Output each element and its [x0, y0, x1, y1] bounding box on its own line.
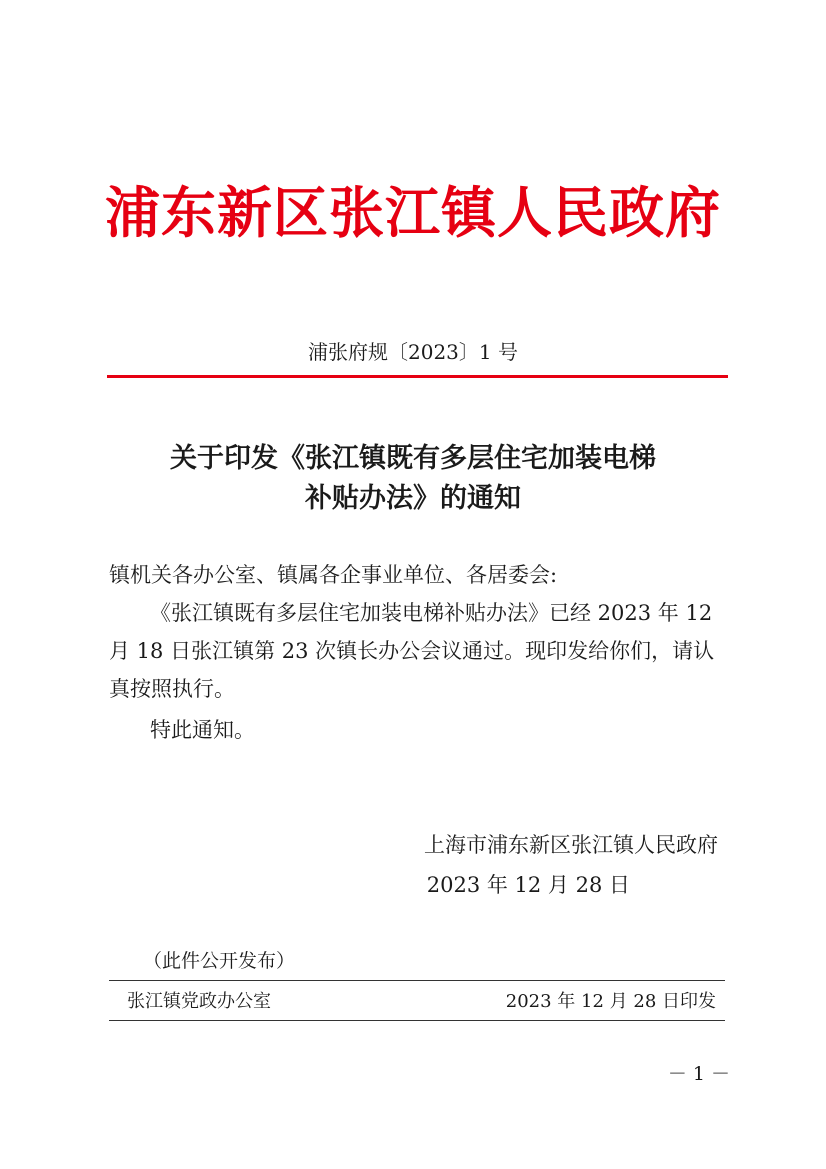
page-number: － 1 －: [667, 1063, 730, 1085]
signature-date: 2023 年 12 月 28 日: [426, 873, 630, 897]
document-number: 浦张府规〔2023〕1 号: [308, 340, 518, 364]
body-paragraph-line-2: 月 18 日张江镇第 23 次镇长办公会议通过。现印发给你们，请认: [109, 639, 715, 663]
closing-line: 特此通知。: [150, 718, 255, 742]
document-title-line-1: 关于印发《张江镇既有多层住宅加装电梯: [170, 443, 656, 474]
signature-organization: 上海市浦东新区张江镇人民政府: [424, 833, 718, 857]
footer-bottom-rule: [109, 1020, 725, 1021]
red-separator-line: [107, 375, 728, 378]
footer-issuing-office: 张江镇党政办公室: [127, 991, 271, 1012]
body-paragraph-line-3: 真按照执行。: [109, 677, 235, 701]
recipients-line: 镇机关各办公室、镇属各企事业单位、各居委会:: [109, 563, 558, 587]
issuing-authority-heading: 浦东新区张江镇人民政府: [104, 180, 721, 245]
publish-note: （此件公开发布）: [143, 950, 296, 972]
footer-print-date: 2023 年 12 月 28 日印发: [505, 991, 716, 1012]
body-paragraph-line-1: 《张江镇既有多层住宅加装电梯补贴办法》已经 2023 年 12: [150, 601, 713, 625]
document-title-line-2: 补贴办法》的通知: [305, 483, 521, 514]
footer-top-rule: [109, 980, 725, 981]
